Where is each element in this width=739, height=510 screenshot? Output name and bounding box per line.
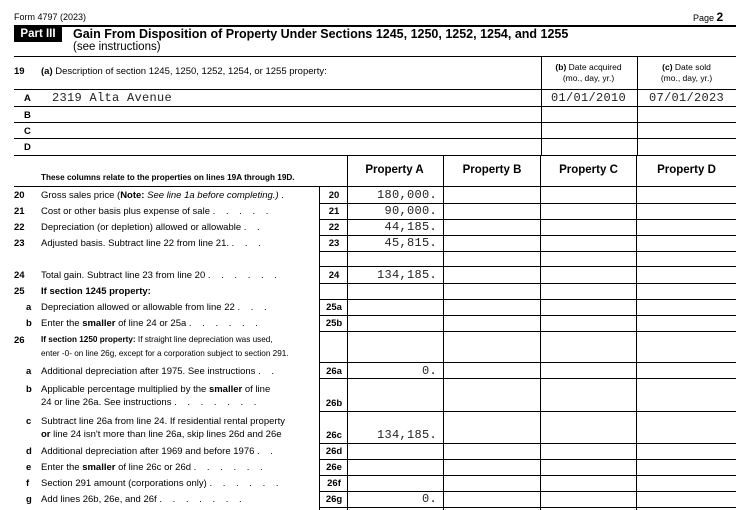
row-19-rule-0 xyxy=(14,89,736,90)
line-24-num: 24 xyxy=(14,270,25,281)
line-20-text-a: Gross sales price ( xyxy=(41,190,121,201)
property-d-header: Property D xyxy=(657,164,716,176)
line-25b-letter: b xyxy=(26,318,32,329)
line-22-text: Depreciation (or depletion) allowed or allowable xyxy=(41,222,242,233)
line-23-box: 23 xyxy=(328,238,340,249)
line-23-desc: Adjusted basis. Subtract line 22 from line 21. . . . xyxy=(41,238,265,249)
rule-after-25 xyxy=(319,299,736,300)
line-26g-desc: Add lines 26b, 26e, and 26f . . . . . . . xyxy=(41,494,246,505)
row-19d-description[interactable] xyxy=(52,140,532,154)
line-26e-smaller: smaller xyxy=(82,462,116,473)
line-26f-box: 26f xyxy=(327,478,341,489)
row-19-rule-1 xyxy=(14,106,736,107)
part-subtitle: (see instructions) xyxy=(73,41,161,53)
page-num: 2 xyxy=(716,10,724,24)
line-26-desc-2: enter -0- on line 26g, except for a corporation subject to section 291. xyxy=(41,349,289,358)
col-c-sub: (mo., day, yr.) xyxy=(660,73,713,83)
rule-after-26d xyxy=(319,459,736,460)
line-19-num: 19 xyxy=(14,66,25,77)
page-label: Page xyxy=(693,13,715,23)
line-26-num: 26 xyxy=(14,335,25,346)
part-badge: Part III xyxy=(14,27,62,42)
line-26d-letter: d xyxy=(26,446,32,457)
property-c-header: Property C xyxy=(559,164,618,176)
col-c-title: Date sold xyxy=(674,62,711,72)
line-25a-box: 25a xyxy=(326,302,342,313)
rule-after-25b xyxy=(319,331,736,332)
line-26a-letter: a xyxy=(26,366,32,377)
col-b-title: Date acquired xyxy=(568,62,622,72)
col-c-letter: (c) xyxy=(662,62,673,72)
line-21-box: 21 xyxy=(328,206,340,217)
line-25a-letter: a xyxy=(26,302,32,313)
line-26f-letter: f xyxy=(26,478,30,489)
line-26b-text-a: Applicable percentage multiplied by the xyxy=(41,384,209,395)
line-26c-value-a[interactable]: 134,185. xyxy=(376,428,437,442)
line-26g-value-a[interactable]: 0. xyxy=(421,492,437,506)
rule-before-24 xyxy=(319,266,736,267)
line-26c-desc-1: Subtract line 26a from line 24. If residential rental property xyxy=(41,416,285,427)
line-25b-tail: of line 24 or 25a xyxy=(115,318,187,329)
row-19-rule-2 xyxy=(14,122,736,123)
row-19a-description[interactable]: 2319 Alta Avenue xyxy=(52,91,173,105)
line-26c-desc-2 xyxy=(41,429,282,440)
line-23-num: 23 xyxy=(14,238,25,249)
row-19-letter-a: A xyxy=(24,93,31,104)
line-20-num: 20 xyxy=(14,190,25,201)
row-19-letter-b: B xyxy=(24,110,31,121)
row-19b-description[interactable] xyxy=(52,108,532,122)
form-id: Form 4797 (2023) xyxy=(14,12,87,22)
line-22-desc: Depreciation (or depletion) allowed or allowable . . xyxy=(41,222,264,233)
line-20-box: 20 xyxy=(328,190,340,201)
rule-after-26c xyxy=(319,443,736,444)
line-26g-letter: g xyxy=(26,494,32,505)
line-26g-box: 26g xyxy=(325,494,343,505)
rule-after-26-head xyxy=(319,362,736,363)
line-19-desc xyxy=(41,66,327,77)
part-title: Gain From Disposition of Property Under Sections 1245, 1250, 1252, 1254, and 1255 xyxy=(73,27,569,41)
line-26c-letter: c xyxy=(26,416,32,427)
rule-after-23 xyxy=(319,251,736,252)
prop-c-left xyxy=(540,155,541,510)
property-b-header: Property B xyxy=(462,164,522,176)
line-26b-desc-2: 24 or line 26a. See instructions . . . . . . . xyxy=(41,397,261,408)
rule-after-25a xyxy=(319,315,736,316)
line-26e-desc: Enter the smaller of line 26c or 26d . . . . . . xyxy=(41,462,267,473)
col-c-header xyxy=(637,62,736,84)
columns-note: These columns relate to the properties on lines 19A through 19D. xyxy=(41,173,295,182)
line-26b-letter: b xyxy=(26,384,32,395)
line-21-desc: Cost or other basis plus expense of sale . . . . . xyxy=(41,206,273,217)
line-26e-enter: Enter the xyxy=(41,462,83,473)
line-19-desc-text: Description of section 1245, 1250, 1252, 1254, or 1255 property: xyxy=(55,66,327,77)
line-26g-text: Add lines 26b, 26e, and 26f xyxy=(41,494,157,505)
line-21-value-a[interactable]: 90,000. xyxy=(384,204,437,218)
line-26b-text-c: 24 or line 26a. See instructions xyxy=(41,397,172,408)
line-23-value-a[interactable]: 45,815. xyxy=(384,236,437,250)
line-22-num: 22 xyxy=(14,222,25,233)
rule-after-24 xyxy=(319,283,736,284)
line-26f-desc: Section 291 amount (corporations only) . . . . . . xyxy=(41,478,283,489)
property-a-header: Property A xyxy=(365,164,424,176)
line-26d-text: Additional depreciation after 1969 and before 1976 xyxy=(41,446,255,457)
line-21-num: 21 xyxy=(14,206,25,217)
prop-b-left xyxy=(443,155,444,510)
line-25b-box: 25b xyxy=(325,318,343,329)
line-26a-box: 26a xyxy=(326,366,342,377)
line-20-note: Note: xyxy=(120,190,145,201)
line-26c-box: 26c xyxy=(326,430,342,441)
line-26c-text-b: line 24 isn't more than line 26a, skip lines 26d and 26e xyxy=(50,429,282,440)
line-26-text-1: If straight line depreciation was used, xyxy=(137,335,273,344)
page-number xyxy=(693,10,723,24)
line-23-text: Adjusted basis. Subtract line 22 from line 21. xyxy=(41,238,229,249)
row-19a-sold[interactable]: 07/01/2023 xyxy=(648,91,724,105)
line-24-box: 24 xyxy=(328,270,340,281)
rule-after-26e xyxy=(319,475,736,476)
line-20-text-b: See line 1a before completing.) xyxy=(144,190,279,201)
line-26f-text: Section 291 amount (corporations only) xyxy=(41,478,207,489)
line-21-text: Cost or other basis plus expense of sale xyxy=(41,206,210,217)
line-24-text: Total gain. Subtract line 23 from line 20 xyxy=(41,270,206,281)
line-26b-desc-1 xyxy=(41,384,270,395)
line-24-desc: Total gain. Subtract line 23 from line 20 . . . . . . xyxy=(41,270,281,281)
line-26a-value-a[interactable]: 0. xyxy=(421,364,437,378)
line-26b-box: 26b xyxy=(325,398,343,409)
line-26d-desc: Additional depreciation after 1969 and before 1976 . . xyxy=(41,446,277,457)
prop-d-left xyxy=(636,155,637,510)
row-19-rule-4 xyxy=(14,155,736,156)
line-26b-text-b: of line xyxy=(242,384,271,395)
line-24-value-a[interactable]: 134,185. xyxy=(376,268,437,282)
line-25b-enter: Enter the xyxy=(41,318,83,329)
line-26a-text: Additional depreciation after 1975. See instructions xyxy=(41,366,256,377)
line-26e-box: 26e xyxy=(326,462,342,473)
line-26-desc-1 xyxy=(41,335,273,344)
row-19-rule-3 xyxy=(14,138,736,139)
line-25a-desc: Depreciation allowed or allowable from line 22 . . . xyxy=(41,302,271,313)
line-25-num: 25 xyxy=(14,286,25,297)
line-25-desc: If section 1245 property: xyxy=(41,286,151,297)
col-b-letter: (b) xyxy=(555,62,567,72)
prop-header-bottom xyxy=(14,186,736,187)
row-19c-description[interactable] xyxy=(52,124,532,138)
row-19a-acquired[interactable]: 01/01/2010 xyxy=(550,91,626,105)
col-b-sub: (mo., day, yr.) xyxy=(562,73,615,83)
line-25a-text: Depreciation allowed or allowable from line 22 xyxy=(41,302,235,313)
line-26e-letter: e xyxy=(26,462,32,473)
line-26d-box: 26d xyxy=(325,446,343,457)
rule-after-26g xyxy=(319,507,736,508)
line-26a-desc: Additional depreciation after 1975. See instructions . . xyxy=(41,366,278,377)
line-19-desc-letter: (a) xyxy=(41,66,53,77)
line-26e-tail: of line 26c or 26d xyxy=(115,462,192,473)
line-22-box: 22 xyxy=(328,222,340,233)
line-25b-desc: Enter the smaller of line 24 or 25a . . . . . . xyxy=(41,318,262,329)
line-25b-smaller: smaller xyxy=(82,318,116,329)
col-b-header xyxy=(541,62,636,84)
row-19-letter-d: D xyxy=(24,142,31,153)
row-19-letter-c: C xyxy=(24,126,31,137)
line-26-bold: If section 1250 property: xyxy=(41,335,136,344)
line-20-desc: Gross sales price (Note: See line 1a before completing.) . xyxy=(41,190,284,201)
line-26c-or: or xyxy=(41,429,51,440)
line-26b-smaller: smaller xyxy=(208,384,243,395)
rule-after-26a xyxy=(319,378,736,379)
rule-after-26b xyxy=(319,411,736,412)
line-22-value-a[interactable]: 44,185. xyxy=(384,220,437,234)
title-rule xyxy=(14,56,736,57)
line-20-value-a[interactable]: 180,000. xyxy=(376,188,437,202)
